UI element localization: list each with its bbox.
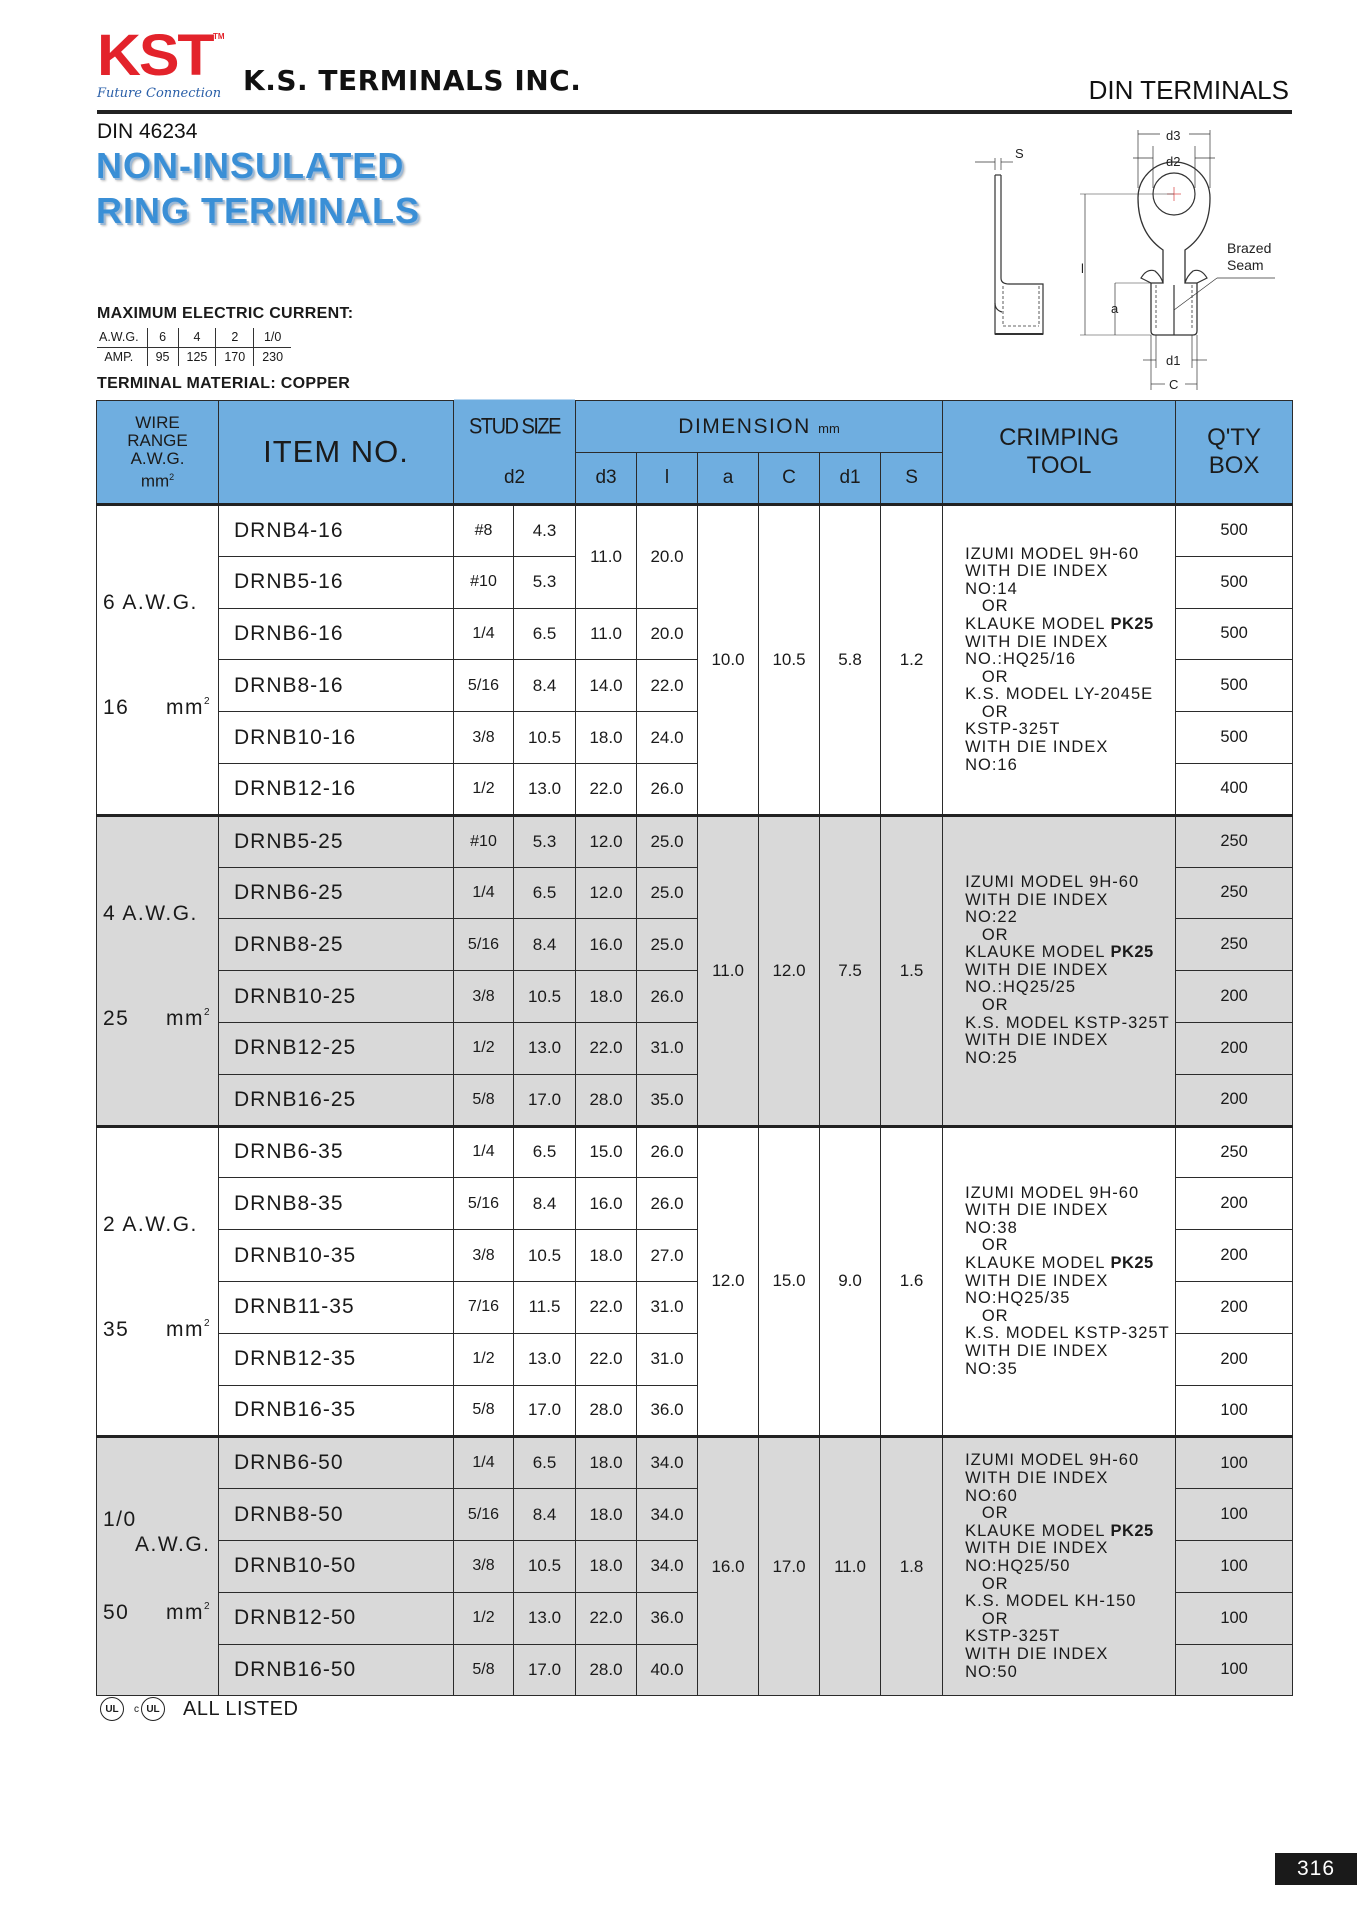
item-no: DRNB8-25 xyxy=(219,919,454,971)
table-row: DRNB12-25 1/2 13.0 22.0 31.0 200 xyxy=(97,1022,1293,1074)
header-item-no: ITEM NO. xyxy=(219,401,454,505)
header-s: S xyxy=(881,453,943,505)
crimping-tool-cell: IZUMI MODEL 9H-60 WITH DIE INDEX NO:38 OR KLAUKE MODEL PK25 WITH DIE INDEX NO:HQ25/35 OR K.S. MODEL KSTP-325T WITH DIE INDEX NO:35 xyxy=(943,1126,1176,1437)
table-row: DRNB6-16 1/4 6.5 11.0 20.0 500 xyxy=(97,608,1293,660)
item-no: DRNB6-25 xyxy=(219,867,454,919)
table-row: DRNB10-50 3/8 10.5 18.0 34.0 100 xyxy=(97,1540,1293,1592)
max-current-title: MAXIMUM ELECTRIC CURRENT: xyxy=(97,305,354,322)
header-d3: d3 xyxy=(576,453,637,505)
wire-range-cell: 1/0 A.W.G. 50 $mm^2$ xyxy=(97,1437,219,1696)
listed-text: ALL LISTED xyxy=(183,1697,299,1720)
header-d2: d2 xyxy=(454,453,576,505)
page-number: 316 xyxy=(1275,1853,1357,1885)
table-row: DRNB10-25 3/8 10.5 18.0 26.0 200 xyxy=(97,971,1293,1023)
item-no: DRNB12-16 xyxy=(219,763,454,815)
header-a: a xyxy=(698,453,759,505)
logo-wordmark: KST xyxy=(97,23,213,88)
max-current-table: A.W.G. 6 4 2 1/0 AMP. 95 125 170 230 xyxy=(97,328,291,366)
table-row: DRNB12-50 1/2 13.0 22.0 36.0 100 xyxy=(97,1592,1293,1644)
item-no: DRNB10-50 xyxy=(219,1540,454,1592)
table-row: DRNB16-35 5/8 17.0 28.0 36.0 100 xyxy=(97,1385,1293,1437)
svg-text:C: C xyxy=(1169,377,1179,392)
table-row: DRNB10-35 3/8 10.5 18.0 27.0 200 xyxy=(97,1230,1293,1282)
product-title-line2: RING TERMINALS xyxy=(96,190,420,231)
table-row: DRNB5-16 #10 5.3 500 xyxy=(97,556,1293,608)
header-dimension: DIMENSION mm xyxy=(576,401,943,453)
item-no: DRNB6-35 xyxy=(219,1126,454,1178)
header-d1: d1 xyxy=(820,453,881,505)
spec-table xyxy=(96,400,1293,1696)
item-no: DRNB4-16 xyxy=(219,505,454,557)
table-row: DRNB8-50 5/16 8.4 18.0 34.0 100 xyxy=(97,1489,1293,1541)
wire-range-cell: 6 A.W.G. 16 $mm^2$ xyxy=(97,505,219,816)
svg-text:l: l xyxy=(1081,261,1084,276)
terminal-material: TERMINAL MATERIAL: COPPER xyxy=(97,375,351,392)
item-no: DRNB12-25 xyxy=(219,1022,454,1074)
wire-range-cell: 4 A.W.G. 25 $mm^2$ xyxy=(97,815,219,1126)
group-1-0awg xyxy=(97,1437,1293,1696)
din-standard: DIN 46234 xyxy=(97,120,198,143)
header-wire-range: WIRE RANGE A.W.G. $mm^2$ xyxy=(97,401,219,505)
svg-text:S: S xyxy=(1015,146,1024,161)
table-row: DRNB11-35 7/16 11.5 22.0 31.0 200 xyxy=(97,1281,1293,1333)
table-row: DRNB6-25 1/4 6.5 12.0 25.0 250 xyxy=(97,867,1293,919)
table-row: DRNB8-25 5/16 8.4 16.0 25.0 250 xyxy=(97,919,1293,971)
item-no: DRNB12-35 xyxy=(219,1333,454,1385)
group-6awg xyxy=(97,505,1293,816)
item-no: DRNB5-16 xyxy=(219,556,454,608)
awg-label: A.W.G. xyxy=(97,328,147,347)
table-row: DRNB16-50 5/8 17.0 28.0 40.0 100 xyxy=(97,1644,1293,1696)
table-row: DRNB8-35 5/16 8.4 16.0 26.0 200 xyxy=(97,1178,1293,1230)
item-no: DRNB12-50 xyxy=(219,1592,454,1644)
table-row: DRNB10-16 3/8 10.5 18.0 24.0 500 xyxy=(97,712,1293,764)
crimping-tool-cell: IZUMI MODEL 9H-60 WITH DIE INDEX NO:14 OR KLAUKE MODEL PK25 WITH DIE INDEX NO.:HQ25/16 OR K.S. MODEL LY-2045E OR KSTP-325T WITH DIE INDEX NO:16 xyxy=(943,505,1176,816)
header-qty-box: Q'TY BOX xyxy=(1176,401,1293,505)
table-row: DRNB16-25 5/8 17.0 28.0 35.0 200 xyxy=(97,1074,1293,1126)
table-row: DRNB12-35 1/2 13.0 22.0 31.0 200 xyxy=(97,1333,1293,1385)
group-2awg xyxy=(97,1126,1293,1437)
product-title-line1: NON-INSULATED xyxy=(96,145,405,186)
item-no: DRNB10-35 xyxy=(219,1230,454,1282)
group-4awg xyxy=(97,815,1293,1126)
item-no: DRNB10-25 xyxy=(219,971,454,1023)
svg-text:d2: d2 xyxy=(1166,154,1181,169)
header-c: C xyxy=(759,453,820,505)
wire-range-cell: 2 A.W.G. 35 $mm^2$ xyxy=(97,1126,219,1437)
svg-text:d1: d1 xyxy=(1166,353,1181,368)
header-l: l xyxy=(637,453,698,505)
ul-icon: UL xyxy=(100,1697,124,1721)
svg-text:a: a xyxy=(1111,301,1119,316)
header-stud-size: STUD SIZE xyxy=(454,398,576,455)
table-row: 1/0 A.W.G. 50 $mm^2$ DRNB6-50 1/4 6.5 18.0 34.0 16.0 17.0 11.0 1.8 IZUMI MODEL 9H-60 WITH DIE INDEX NO:60 OR KLAUKE MODEL PK25 WITH DIE INDEX NO:HQ25/50 OR K.S. MODEL KH-150 OR KSTP-325T WITH DIE INDEX NO:50 100 xyxy=(97,1437,1293,1489)
table-row: 4 A.W.G. 25 $mm^2$ DRNB5-25 #10 5.3 12.0 25.0 11.0 12.0 7.5 1.5 IZUMI MODEL 9H-60 WITH DIE INDEX NO:22 OR KLAUKE MODEL PK25 WITH DIE INDEX NO.:HQ25/25 OR K.S. MODEL KSTP-325T WITH DIE INDEX NO:25 250 xyxy=(97,815,1293,867)
table-row: DRNB8-16 5/16 8.4 14.0 22.0 500 xyxy=(97,660,1293,712)
item-no: DRNB16-35 xyxy=(219,1385,454,1437)
crimping-tool-cell: IZUMI MODEL 9H-60 WITH DIE INDEX NO:22 OR KLAUKE MODEL PK25 WITH DIE INDEX NO.:HQ25/25 OR K.S. MODEL KSTP-325T WITH DIE INDEX NO:25 xyxy=(943,815,1176,1126)
svg-text:Brazed: Brazed xyxy=(1227,240,1272,256)
table-row: 2 A.W.G. 35 $mm^2$ DRNB6-35 1/4 6.5 15.0 26.0 12.0 15.0 9.0 1.6 IZUMI MODEL 9H-60 WITH DIE INDEX NO:38 OR KLAUKE MODEL PK25 WITH DIE INDEX NO:HQ25/35 OR K.S. MODEL KSTP-325T WITH DIE INDEX NO:35 250 xyxy=(97,1126,1293,1178)
item-no: DRNB5-25 xyxy=(219,815,454,867)
header-divider xyxy=(97,110,1292,114)
ul-listing xyxy=(100,1697,298,1721)
amp-label: AMP. xyxy=(104,349,134,364)
item-no: DRNB6-50 xyxy=(219,1437,454,1489)
logo-tagline: Future Connection xyxy=(97,86,222,101)
crimping-tool-cell: IZUMI MODEL 9H-60 WITH DIE INDEX NO:60 OR KLAUKE MODEL PK25 WITH DIE INDEX NO:HQ25/50 OR K.S. MODEL KH-150 OR KSTP-325T WITH DIE INDEX NO:50 xyxy=(943,1437,1176,1696)
table-row: 6 A.W.G. 16 $mm^2$ DRNB4-16 #8 4.3 11.0 20.0 10.0 10.5 5.8 1.2 IZUMI MODEL 9H-60 WITH DIE INDEX NO:14 OR KLAUKE MODEL PK25 WITH DIE INDEX NO.:HQ25/16 OR K.S. MODEL LY-2045E OR KSTP-325T WITH DIE INDEX NO:16 500 xyxy=(97,505,1293,557)
kst-logo xyxy=(97,23,227,106)
item-no: DRNB6-16 xyxy=(219,608,454,660)
item-no: DRNB10-16 xyxy=(219,712,454,764)
item-no: DRNB8-16 xyxy=(219,660,454,712)
item-no: DRNB8-35 xyxy=(219,1178,454,1230)
item-no: DRNB16-50 xyxy=(219,1644,454,1696)
header-crimping-tool: CRIMPING TOOL xyxy=(943,401,1176,505)
ring-terminal-diagram xyxy=(975,128,1295,398)
svg-text:d3: d3 xyxy=(1166,128,1181,143)
logo-trademark: TM xyxy=(213,32,225,41)
cul-prefix: c xyxy=(134,1703,139,1715)
section-title: DIN TERMINALS xyxy=(1088,75,1289,105)
item-no: DRNB16-25 xyxy=(219,1074,454,1126)
item-no: DRNB8-50 xyxy=(219,1489,454,1541)
item-no: DRNB11-35 xyxy=(219,1281,454,1333)
table-row: DRNB12-16 1/2 13.0 22.0 26.0 400 xyxy=(97,763,1293,815)
svg-text:Seam: Seam xyxy=(1227,257,1264,273)
cul-icon: UL xyxy=(141,1697,165,1721)
company-name: K.S. TERMINALS INC. xyxy=(243,64,582,97)
